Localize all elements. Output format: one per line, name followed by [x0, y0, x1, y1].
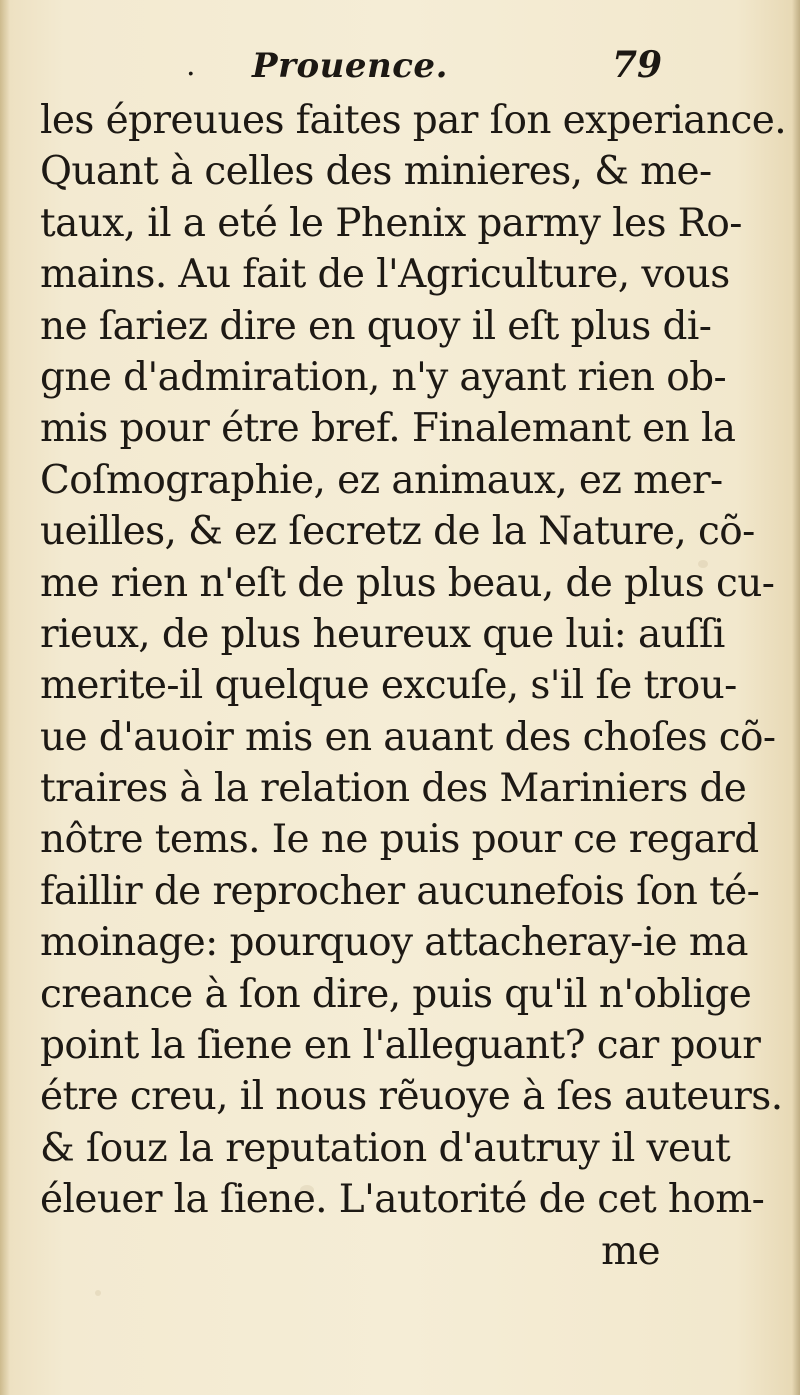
- running-head-mark: .: [186, 48, 196, 83]
- running-head-title: Prouence.: [252, 46, 448, 86]
- text-line: ue d'auoir mis en auant des choſes cõ-: [40, 714, 776, 760]
- text-line: faillir de reprocher aucunefois ſon té-: [40, 868, 760, 914]
- text-line: creance à ſon dire, puis qu'il n'oblige: [40, 971, 752, 1017]
- text-line: traires à la relation des Mariniers de: [40, 766, 747, 812]
- text-line: ne ſariez dire en quoy il eſt plus di-: [40, 303, 712, 349]
- text-line: point la ſiene en l'alleguant? car pour: [40, 1023, 761, 1069]
- text-line: étre creu, il nous rẽuoye à ſes auteurs.: [40, 1074, 783, 1120]
- text-line: Quant à celles des minieres, & me-: [40, 149, 712, 195]
- text-line: gne d'admiration, n'y ayant rien ob-: [40, 354, 727, 400]
- text-line: merite-il quelque excuſe, s'il ſe trou-: [40, 663, 737, 709]
- text-line: éleuer la ſiene. L'autorité de cet hom-: [40, 1177, 765, 1223]
- text-line: les épreuues faites par ſon experiance.: [40, 98, 786, 143]
- text-line: & ſouz la reputation d'autruy il veut: [40, 1125, 731, 1171]
- running-head: [0, 38, 800, 98]
- text-line: nôtre tems. Ie ne puis pour ce regard: [40, 817, 759, 863]
- text-line: taux, il a eté le Phenix parmy les Ro-: [40, 200, 742, 246]
- paper-stain: [95, 1290, 101, 1296]
- text-line: moinage: pourquoy attacheray-ie ma: [40, 920, 748, 966]
- text-line: mis pour étre bref. Finalemant en la: [40, 406, 736, 452]
- body-text: [40, 95, 786, 1277]
- text-line: Coſmographie, ez animaux, ez mer-: [40, 457, 723, 503]
- text-line: mains. Au fait de l'Agriculture, vous: [40, 252, 730, 298]
- text-line: rieux, de plus heureux que lui: auſſi: [40, 611, 725, 657]
- catchword: me: [601, 1228, 660, 1274]
- page-number: 79: [612, 44, 663, 86]
- text-line: ueilles, & ez ſecretz de la Nature, cõ-: [40, 509, 755, 555]
- text-line: me rien n'eſt de plus beau, de plus cu-: [40, 560, 775, 606]
